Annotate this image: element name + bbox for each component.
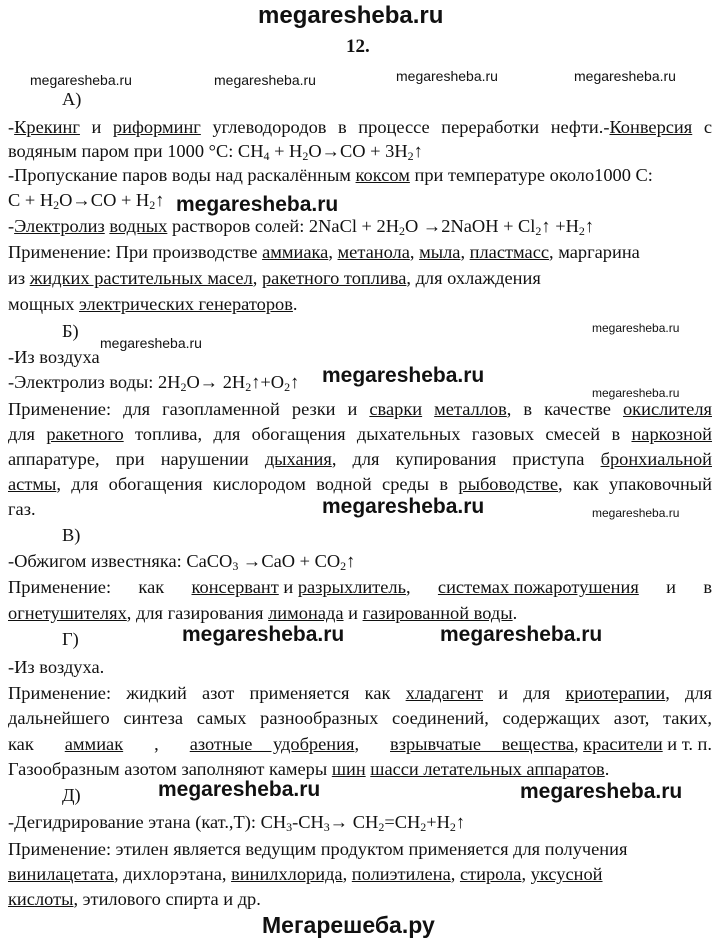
text-line: -Из воздуха (8, 347, 100, 367)
text-line: дальнейшего синтеза самых разнообразных соединений, содержащих азот, таких, (8, 708, 712, 728)
watermark: megaresheba.ru (100, 335, 202, 351)
text-line: газ. (8, 499, 36, 519)
text-line: -Обжигом известняка: CaCO$_3$ $\to CaO + CO_2↑$ (8, 551, 356, 573)
text-line: -Электролиз водных растворов солей: 2NaCl + $2H_2O$ →2NaOH + $Cl_2↑$ $+H_2↑$ (8, 216, 595, 238)
watermark: megaresheba.ru (158, 778, 321, 801)
text-line: мощных электрических генераторов. (8, 294, 298, 314)
section-label-a: А) (62, 89, 82, 109)
watermark: megaresheba.ru (396, 68, 498, 84)
text-line: -Пропускание паров воды над раскалённым коксом при температуре около1000 С: (8, 165, 653, 185)
watermark: megaresheba.ru (322, 495, 485, 518)
text-line: Газообразным азотом заполняют камеры шин шасси летательных аппаратов. (8, 759, 610, 779)
watermark: megaresheba.ru (30, 72, 132, 88)
text-line: Применение: этилен является ведущим продуктом применяется для получения (8, 839, 628, 859)
watermark: megaresheba.ru (592, 321, 680, 335)
section-label-g: Г) (62, 629, 79, 649)
header-site-title: megaresheba.ru (258, 2, 444, 29)
watermark: megaresheba.ru (322, 364, 485, 387)
text-line: -Электролиз воды: $2H_2O\to$ $2H_2↑+O_2↑$ (8, 372, 300, 394)
text-line: кислоты, этилового спирта и др. (8, 889, 261, 909)
text-line: Применение: как консервант и разрыхлитель, системах пожаротушения и в (8, 577, 712, 597)
text-line: винилацетата, дихлорэтана, винилхлорида, полиэтилена, стирола, уксусной (8, 864, 603, 884)
text-line: Применение: жидкий азот применяется как хладагент и для криотерапии, для (8, 683, 712, 703)
footer-site-title: Мегарешеба.ру (262, 912, 435, 938)
watermark: megaresheba.ru (592, 386, 680, 400)
watermark: megaresheba.ru (574, 68, 676, 84)
watermark: megaresheba.ru (182, 623, 345, 646)
section-label-d: Д) (62, 785, 81, 805)
text-line: для ракетного топлива, для обогащения дыхательных газовых смесей в наркозной (8, 424, 713, 444)
text-line: огнетушителях, для газирования лимонада и газированной воды. (8, 603, 518, 623)
watermark: megaresheba.ru (440, 623, 603, 646)
text-line: астмы, для обогащения кислородом водной среды в рыбоводстве, как упаковочный (8, 474, 713, 494)
text-line: -Крекинг и риформинг углеводородов в процессе переработки нефти.-Конверсия с (8, 117, 712, 137)
text-line: $С + Н_2О\to СО$ + $Н_2↑$ (8, 190, 165, 212)
section-label-v: В) (62, 525, 81, 545)
text-line: -Дегидрирование этана (кат.,T): $CH_3-CH_3\to$ $CH_2=CH_2+H_2↑$ (8, 812, 466, 834)
task-number: 12. (346, 36, 370, 57)
text-line: как аммиак , азотные удобрения, взрывчатые вещества, красители и т. п. (8, 734, 712, 754)
watermark: megaresheba.ru (176, 193, 339, 216)
text-line: Применение: для газопламенной резки и сварки металлов, в качестве окислителя (8, 399, 712, 419)
watermark: megaresheba.ru (214, 72, 316, 88)
text-line: водяным паром при 1000 °С: $СН_4 + Н_2О\to СО$ + $3Н_2↑$ (8, 141, 423, 163)
watermark: megaresheba.ru (520, 780, 683, 803)
text-line: из жидких растительных масел, ракетного топлива, для охлаждения (8, 268, 541, 288)
text-line: аппаратуре, при нарушении дыхания, для купирования приступа бронхиальной (8, 449, 712, 469)
text-line: -Из воздуха. (8, 657, 105, 677)
section-label-b: Б) (62, 321, 79, 341)
text-line: Применение: При производстве аммиака, метанола, мыла, пластмасс, маргарина (8, 242, 640, 262)
watermark: megaresheba.ru (592, 506, 680, 520)
